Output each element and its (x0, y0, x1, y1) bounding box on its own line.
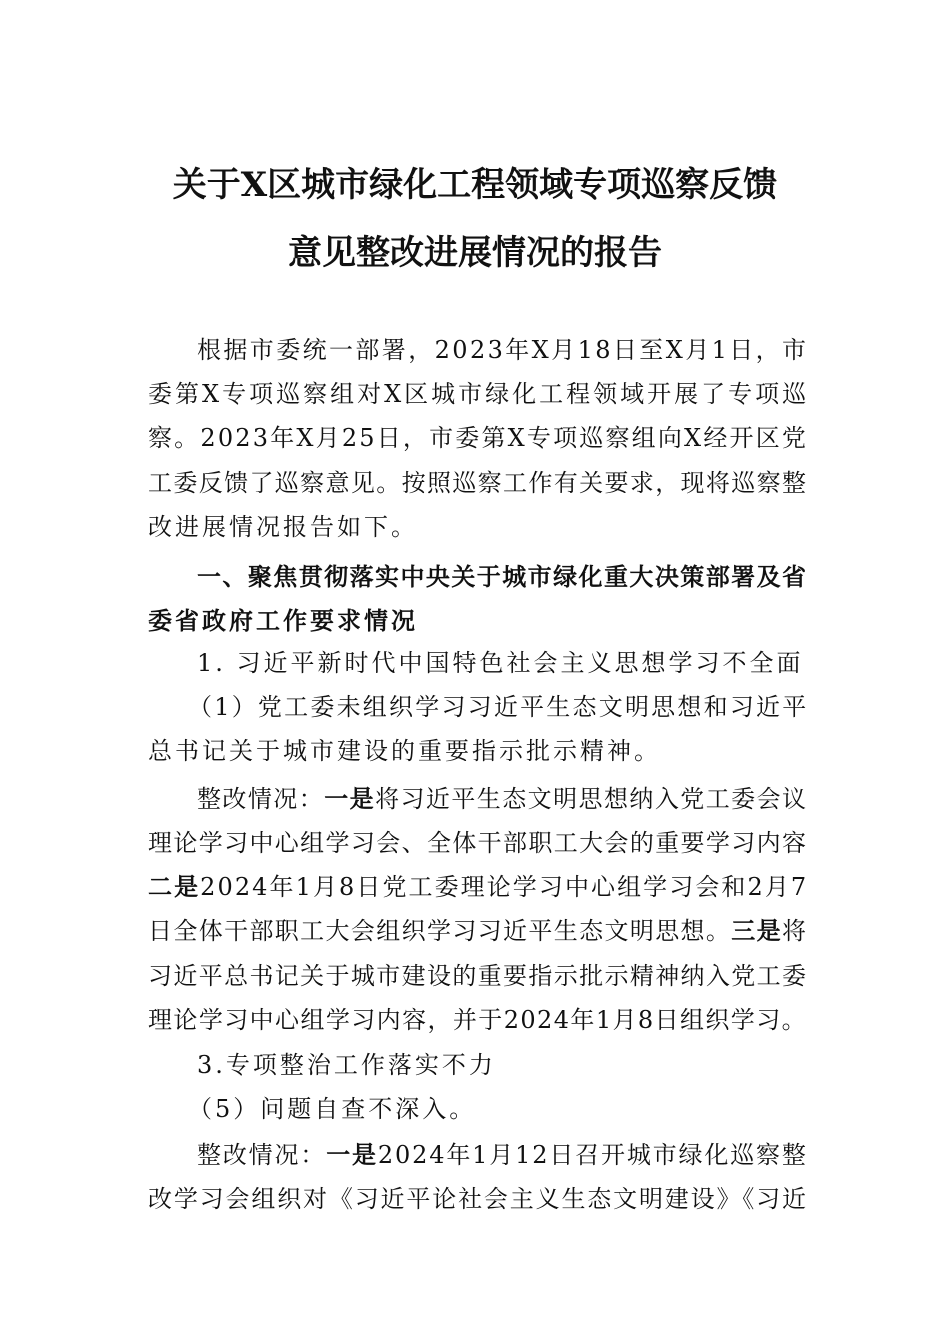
text-line (197, 562, 807, 592)
text-line (188, 1094, 476, 1124)
title-line-2: 意见整改进展情况的报告 (288, 233, 662, 273)
text-line (148, 916, 807, 946)
text-segment: 理论学习中心组学习内容，并于2024年1月8日组织学习。 (148, 1006, 808, 1034)
text-line (148, 1184, 808, 1214)
text-line (197, 1140, 808, 1170)
text-line (148, 872, 808, 902)
text-segment: 1. 习近平新时代中国特色社会主义思想学习不全面 (197, 649, 804, 677)
text-line (148, 961, 807, 991)
text-line (148, 736, 661, 766)
text-segment: 委第X专项巡察组对X区城市绿化工程领域开展了专项巡 (148, 380, 810, 408)
title-line-1: 关于X区城市绿化工程领域专项巡察反馈 (172, 165, 778, 205)
text-segment: 将 (782, 917, 808, 945)
text-line (148, 828, 807, 858)
text-segment: 总书记关于城市建设的重要指示批示精神。 (148, 737, 661, 765)
text-segment: 根据市委统一部署，2023年X月18日至X月1日，市 (197, 336, 809, 364)
text-line (148, 468, 807, 498)
text-line (197, 784, 807, 814)
text-segment: 工委反馈了巡察意见。按照巡察工作有关要求，现将巡察整 (148, 469, 808, 497)
text-line (188, 692, 809, 722)
text-segment: 日全体干部职工大会组织学习习近平生态文明思想。 (148, 917, 732, 945)
text-segment: 将习近平生态文明思想纳入党工委会议 (375, 785, 808, 813)
text-line (148, 1005, 807, 1035)
text-segment: 2024年1月8日党工委理论学习中心组学习会和2月7 (200, 873, 809, 901)
text-segment: 整改情况： (197, 1141, 327, 1169)
bold-text: 委省政府工作要求情况 (148, 606, 418, 635)
bold-text: 一是 (326, 1140, 378, 1169)
text-segment: 习近平总书记关于城市建设的重要指示批示精神纳入党工委 (148, 962, 808, 990)
bold-text: 一、聚焦贯彻落实中央关于城市绿化重大决策部署及省 (197, 562, 808, 591)
text-line (148, 423, 808, 453)
text-segment: 改学习会组织对《习近平论社会主义生态文明建设》《习近 (148, 1185, 808, 1213)
text-line (148, 606, 418, 636)
bold-text: 一是 (324, 784, 376, 813)
text-segment: （5）问题自查不深入。 (188, 1095, 477, 1123)
text-segment: 2024年1月12日召开城市绿化巡察整 (377, 1141, 808, 1169)
text-segment: 理论学习中心组学习会、全体干部职工大会的重要学习内容 (148, 829, 808, 857)
text-segment: 改进展情况报告如下。 (148, 513, 418, 541)
text-segment: （1）党工委未组织学习习近平生态文明思想和习近平 (188, 693, 809, 721)
text-line (197, 1050, 496, 1080)
bold-text: 二是 (148, 872, 201, 901)
text-line (197, 648, 804, 678)
text-segment: 察。2023年X月25日，市委第X专项巡察组向X经开区党 (148, 424, 809, 452)
text-line (197, 335, 808, 365)
text-line (148, 512, 418, 542)
text-segment: 整改情况： (197, 785, 325, 813)
bold-text: 三是 (731, 916, 783, 945)
text-segment: 3.专项整治工作落实不力 (197, 1051, 496, 1079)
text-line (148, 379, 809, 409)
